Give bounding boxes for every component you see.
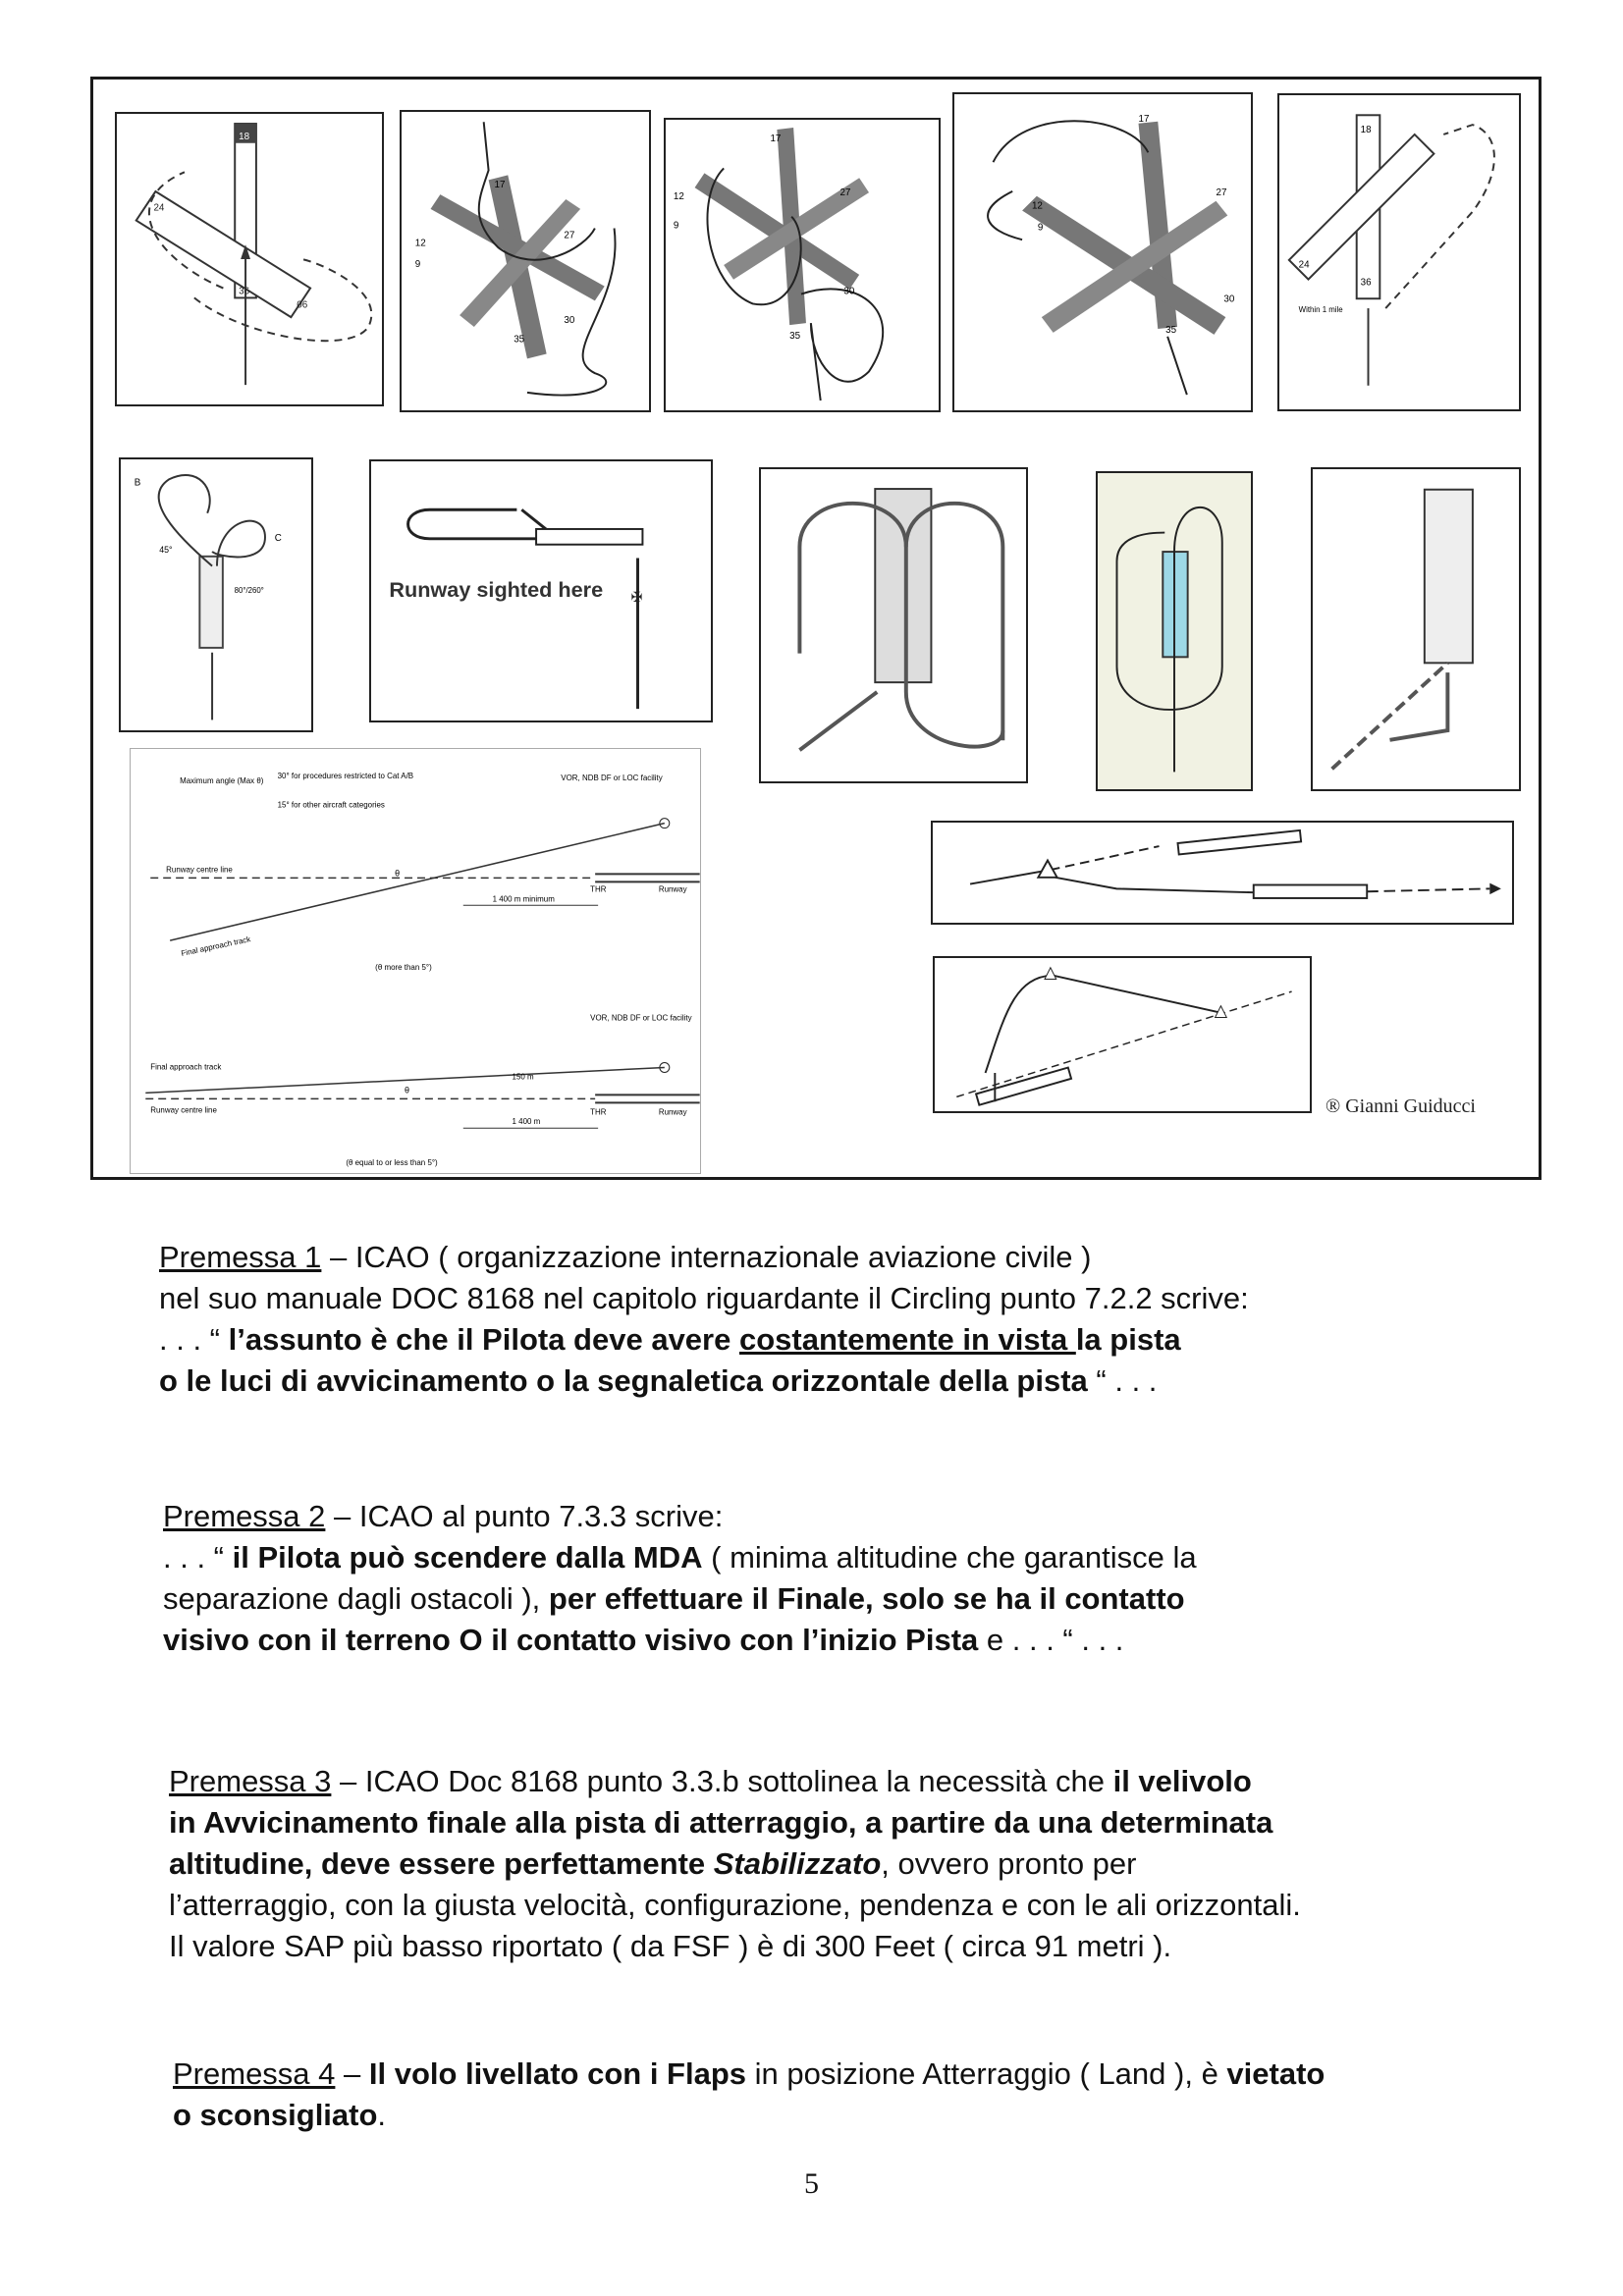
diagram-panel-2 xyxy=(400,110,651,412)
runway-label: 18 xyxy=(1360,125,1372,135)
runway-label: 12 xyxy=(1031,200,1043,212)
premessa-label: Premessa 3 xyxy=(169,1764,332,1798)
diagram-panel-5 xyxy=(1277,93,1521,411)
condition-label: (θ more than 5°) xyxy=(375,962,432,972)
theta-label: θ xyxy=(395,868,401,879)
max-angle-label: Maximum angle (Max θ) xyxy=(180,775,264,785)
runway-label: 27 xyxy=(564,230,575,241)
premessa-label: Premessa 1 xyxy=(159,1240,322,1274)
note-label: 30° for procedures restricted to Cat A/B xyxy=(277,771,414,780)
distance-label: 1 400 m xyxy=(512,1117,541,1127)
diagram-panel-9 xyxy=(1096,471,1253,791)
runway-label: 9 xyxy=(1037,222,1044,234)
angle-label: 45° xyxy=(159,544,173,555)
facility-label: VOR, NDB DF or LOC facility xyxy=(561,773,663,782)
diagram-panel-3 xyxy=(664,118,941,412)
runway-label: 24 xyxy=(153,202,165,214)
runway-label: 06 xyxy=(297,299,308,311)
premessa-4: Premessa 4 – Il volo livellato con i Flaps in posizione Atterraggio ( Land ), è vietato o sconsigliato. xyxy=(173,2056,1325,2132)
runway-label: 35 xyxy=(1165,324,1177,336)
diagram-panel-1 xyxy=(115,112,384,406)
point-label: C xyxy=(274,533,282,545)
theta-label: θ xyxy=(405,1085,410,1095)
premessa-label: Premessa 4 xyxy=(173,2056,336,2091)
runway-label: 30 xyxy=(843,286,855,297)
runway-label: 9 xyxy=(414,258,421,270)
premessa-2: Premessa 2 – ICAO al punto 7.3.3 scrive: . . . “ il Pilota può scendere dalla MDA ( minima altitudine che garantisce la separazione dagli ostacoli ), per effettuare il Finale, solo se ha il contatto visivo con il terreno O il contatto visivo con l’inizio Pista e . . . “ . . . xyxy=(163,1499,1197,1657)
diagram-panel-8 xyxy=(759,467,1028,783)
distance-note: Within 1 mile xyxy=(1298,305,1343,314)
diagram-panel-11 xyxy=(931,821,1514,925)
centre-line-label: Runway centre line xyxy=(166,865,233,875)
facility-label: VOR, NDB DF or LOC facility xyxy=(590,1013,692,1023)
runway-label: 12 xyxy=(414,238,426,249)
track-label: Final approach track xyxy=(180,934,252,958)
premessa-3: Premessa 3 – ICAO Doc 8168 punto 3.3.b sottolinea la necessità che il velivolo in Avvicinamento finale alla pista di atterraggio, a partire da una determinata altitudine, deve essere perfettamente Stabilizzato, ovvero pronto per l’atterraggio, con la giusta velocità, configurazione, pendenza e con le ali orizzontali. Il valore SAP più basso riportato ( da FSF ) è di 300 Feet ( circa 91 metri ). xyxy=(169,1764,1301,1963)
runway-label: 17 xyxy=(770,133,782,144)
angle-label: 80°/260° xyxy=(234,586,264,596)
runway-label: 17 xyxy=(1138,113,1150,125)
diagram-panel-6 xyxy=(119,457,313,732)
premessa-label: Premessa 2 xyxy=(163,1499,326,1533)
note-label: 15° for other aircraft categories xyxy=(277,800,385,810)
point-label: B xyxy=(134,477,141,489)
copyright-credit: ® Gianni Guiducci xyxy=(1325,1095,1476,1117)
runway-label: 18 xyxy=(239,131,250,142)
runway-label: 27 xyxy=(839,187,851,199)
diagram-panel-4 xyxy=(952,92,1253,412)
thr-label: THR xyxy=(590,1107,607,1117)
condition-label: (θ equal to or less than 5°) xyxy=(346,1158,438,1168)
diagram-panel-12 xyxy=(130,748,701,1174)
runway-label: 9 xyxy=(673,220,679,232)
track-label: Final approach track xyxy=(150,1062,222,1072)
runway-label: Runway xyxy=(658,884,687,894)
distance-label: 1 400 m minimum xyxy=(492,894,555,904)
page-number: 5 xyxy=(804,2167,819,2200)
thr-label: THR xyxy=(590,884,607,894)
runway-label: Runway xyxy=(658,1107,687,1117)
diagram-panel-7 xyxy=(369,459,713,722)
facility-icon: ✠ xyxy=(630,589,643,605)
runway-label: 35 xyxy=(789,330,801,342)
runway-label: 17 xyxy=(494,180,506,191)
premessa-1: Premessa 1 – ICAO ( organizzazione internazionale aviazione civile ) nel suo manuale DOC 8168 nel capitolo riguardante il Circling punto 7.2.2 scrive: . . . “ l’assunto è che il Pilota deve avere costantemente in vista la pista o le luci di avvicinamento o la segnaletica orizzontale della pista “ . . . xyxy=(159,1240,1249,1398)
offset-label: 150 m xyxy=(512,1072,534,1082)
diagram-panel-10 xyxy=(1311,467,1521,791)
runway-label: 24 xyxy=(1298,259,1310,271)
runway-label: 30 xyxy=(1223,294,1235,305)
runway-label: 30 xyxy=(564,315,575,326)
runway-label: 35 xyxy=(514,334,525,346)
runway-label: 36 xyxy=(239,286,250,297)
runway-label: 27 xyxy=(1216,187,1227,198)
runway-label: 36 xyxy=(1360,277,1372,289)
diagram-panel-13 xyxy=(933,956,1312,1113)
centre-line-label: Runway centre line xyxy=(150,1105,217,1115)
panel-caption: Runway sighted here xyxy=(389,576,604,602)
runway-label: 12 xyxy=(673,190,684,202)
